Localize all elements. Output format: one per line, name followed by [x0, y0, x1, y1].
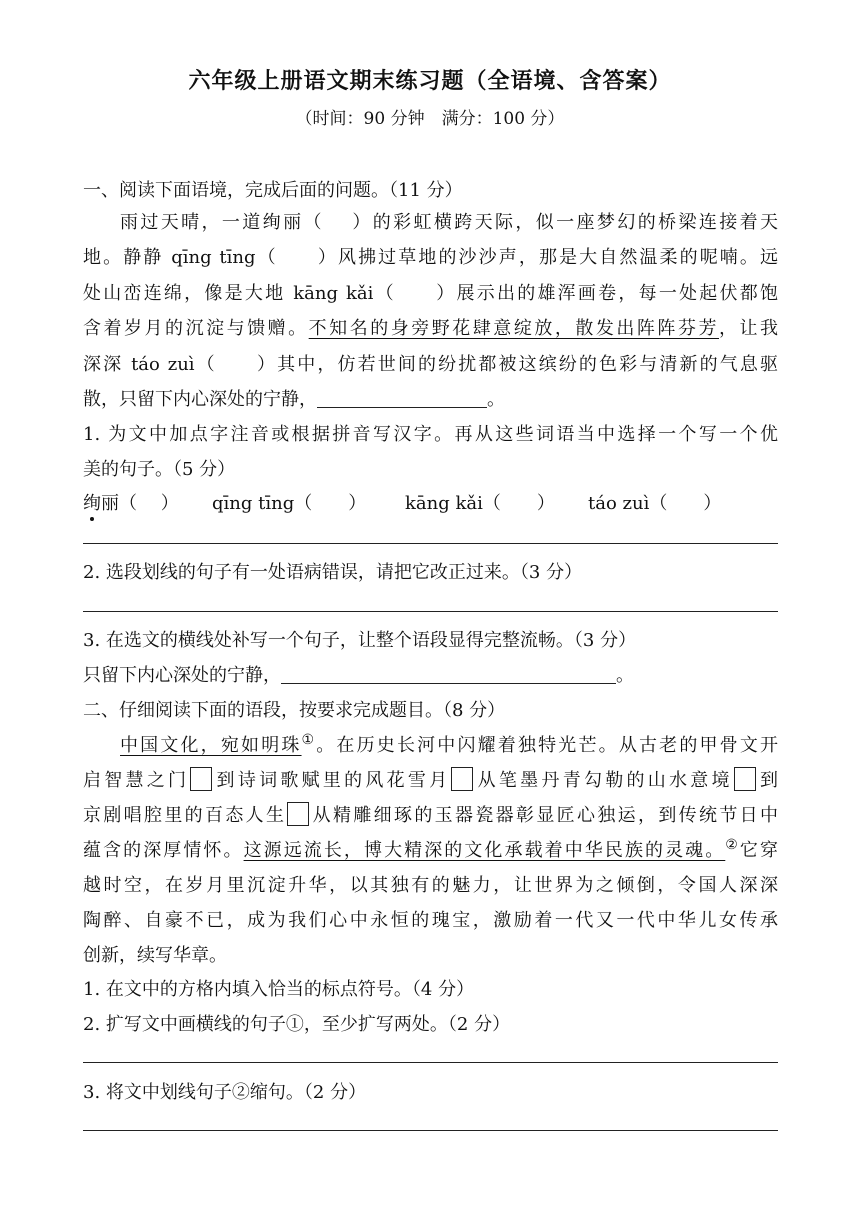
answer-line-4[interactable] [83, 1130, 778, 1131]
dotted-character: 绚 [83, 493, 101, 514]
section2-para-line3: 京剧唱腔里的百态人生 从精雕细琢的玉器瓷器彰显匠心独运，到传统节日中 [83, 801, 778, 827]
section2-para-line5: 越时空，在岁月里沉淀升华，以其独有的魅力，让世界为之倾倒，令国人深深 [83, 875, 778, 896]
punctuation-box[interactable] [451, 767, 473, 791]
punctuation-box[interactable] [734, 767, 756, 791]
answer-line-2[interactable] [83, 611, 778, 612]
fill-blank-line[interactable] [281, 665, 616, 684]
word-2[interactable]: qīng tīng（ ） [212, 493, 367, 514]
section2-para-line4: 蕴含的深厚情怀。这源远流长，博大精深的文化承载着中华民族的灵魂。②它穿 [83, 837, 778, 861]
section1-para-line5: 深深 táo zuì（ ）其中，仿若世间的纷扰都被这缤纷的色彩与清新的气息驱 [83, 354, 778, 375]
section2-para-line2: 启智慧之门 到诗词歌赋里的风花雪月 从笔墨丹青勾勒的山水意境 到 [83, 766, 778, 792]
page-title: 六年级上册语文期末练习题（全语境、含答案） [188, 69, 672, 94]
question-1-2: 2. 选段划线的句子有一处语病错误，请把它改正过来。（3 分） [83, 562, 583, 583]
question-1-3-blank-line: 只留下内心深处的宁静， 。 [83, 665, 634, 686]
section1-para-line2: 地。静静 qīng tīng（ ）风拂过草地的沙沙声，那是大自然温柔的呢喃。远 [83, 247, 778, 268]
section1-para-line4: 含着岁月的沉淀与馈赠。不知名的身旁野花肆意绽放，散发出阵阵芬芳，让我 [83, 318, 779, 339]
answer-line-3[interactable] [83, 1062, 778, 1063]
question-1-1-line1: 1. 为文中加点字注音或根据拼音写汉字。再从这些词语当中选择一个写一个优 [83, 424, 778, 445]
section2-para-line7: 创新，续写华章。 [83, 945, 227, 966]
word-3[interactable]: kāng kǎi（ ） [405, 493, 555, 514]
section1-para-line6: 散，只留下内心深处的宁静， 。 [83, 389, 505, 410]
section1-heading: 一、阅读下面语境，完成后面的问题。（11 分） [83, 180, 463, 201]
answer-line-1[interactable] [83, 543, 778, 544]
circled-mark-1: ① [301, 732, 317, 748]
section2-para-line6: 陶醉、自豪不已，成为我们心中永恒的瑰宝，激励着一代又一代中华儿女传承 [83, 910, 778, 931]
page-subtitle: （时间：90 分钟 满分：100 分） [295, 109, 565, 129]
section1-para-line1: 雨过天晴，一道绚丽（ ）的彩虹横跨天际，似一座梦幻的桥梁连接着天 [120, 212, 778, 233]
underlined-sentence-1: 中国文化，宛如明珠 [120, 735, 302, 756]
word-4[interactable]: táo zuì（ ） [588, 493, 722, 514]
underlined-sentence-2: 这源远流长，博大精深的文化承载着中华民族的灵魂。 [243, 840, 726, 861]
punctuation-box[interactable] [287, 802, 309, 826]
word-1[interactable]: 绚丽（ ） [83, 493, 179, 514]
punctuation-box[interactable] [190, 767, 212, 791]
section2-para-line1: 中国文化，宛如明珠①。在历史长河中闪耀着独特光芒。从古老的甲骨文开 [120, 732, 779, 756]
underlined-sentence: 不知名的身旁野花肆意绽放，散发出阵阵芬芳 [308, 318, 719, 339]
section2-heading: 二、仔细阅读下面的语段，按要求完成题目。（8 分） [83, 700, 506, 721]
circled-mark-2: ② [725, 837, 740, 853]
question-2-2: 2. 扩写文中画横线的句子①，至少扩写两处。（2 分） [83, 1014, 511, 1035]
question-2-3: 3. 将文中划线句子②缩句。（2 分） [83, 1082, 367, 1103]
question-1-3: 3. 在选文的横线处补写一个句子，让整个语段显得完整流畅。（3 分） [83, 630, 637, 651]
fill-blank-line[interactable] [317, 389, 487, 408]
section1-para-line3: 处山峦连绵，像是大地 kāng kǎi（ ）展示出的雄浑画卷，每一处起伏都饱 [83, 283, 778, 304]
question-1-1-line2: 美的句子。（5 分） [83, 459, 236, 480]
question-2-1: 1. 在文中的方格内填入恰当的标点符号。（4 分） [83, 979, 475, 1000]
